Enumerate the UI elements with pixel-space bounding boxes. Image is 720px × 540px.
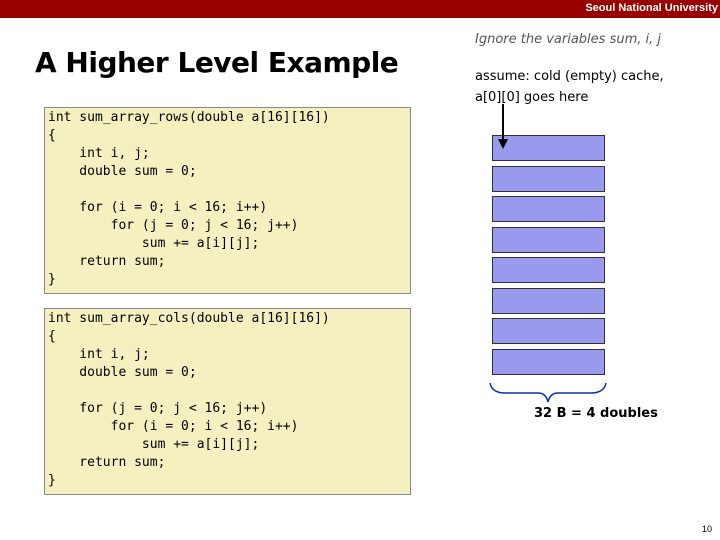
cold-cache-note-line-2: a[0][0] goes here: [475, 90, 589, 105]
line-size-brace: [490, 383, 606, 402]
page-number: 10: [701, 524, 712, 534]
code-text-sum-array-cols: int sum_array_cols(double a[16][16]) { int i, j; double sum = 0; for (j = 0; j < 16; j++) for (i = 0; i < 16; i++) sum += a[i][j]; return sum; }: [48, 311, 330, 488]
institution-name: Seoul National University: [585, 2, 718, 14]
cold-cache-note-line-1: assume: cold (empty) cache,: [475, 69, 664, 84]
code-text-sum-array-rows: int sum_array_rows(double a[16][16]) { int i, j; double sum = 0; for (i = 0; i < 16; i++) for (j = 0; j < 16; j++) sum += a[i][j]; return sum; }: [48, 110, 330, 287]
ignore-variables-note: Ignore the variables sum, i, j: [475, 32, 661, 47]
slide-title: A Higher Level Example: [35, 46, 399, 79]
line-size-label: 32 B = 4 doubles: [534, 406, 658, 421]
pointer-arrow: [498, 104, 508, 149]
